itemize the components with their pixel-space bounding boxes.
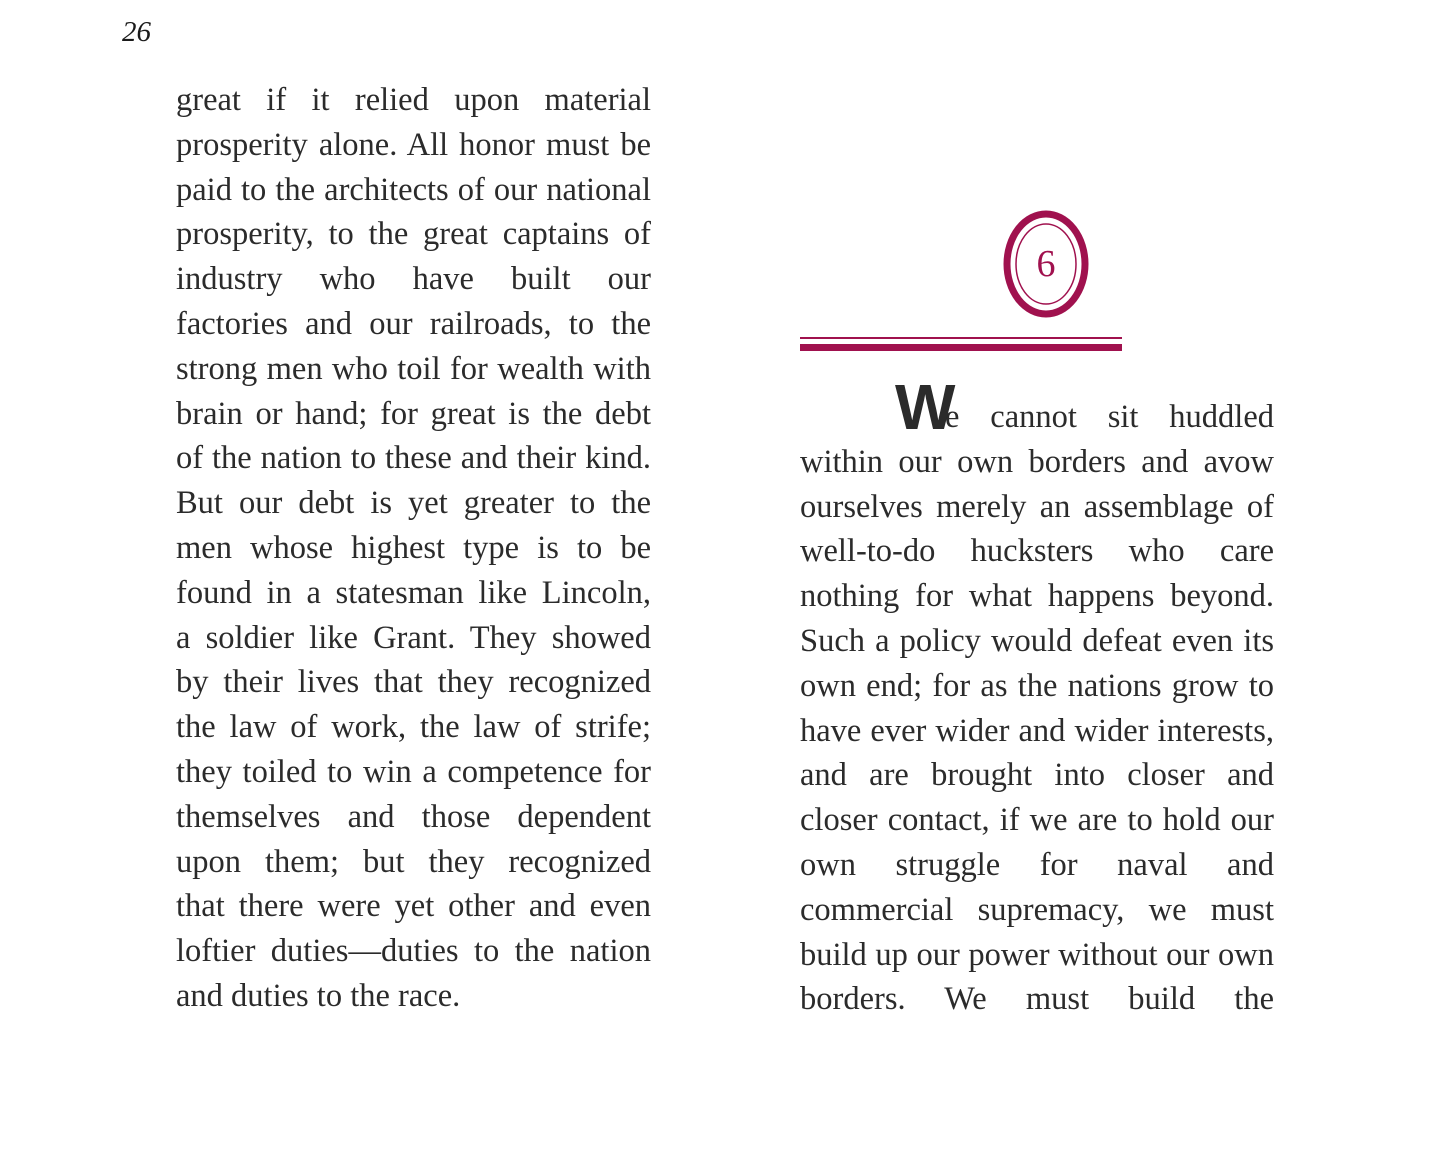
text-line: closer contact, if we are to hold our	[800, 802, 1274, 839]
text-line: own struggle for naval and	[800, 846, 1274, 883]
drop-cap: W	[895, 371, 956, 443]
text-line: But our debt is yet greater to the	[176, 485, 651, 522]
page-number: 26	[122, 16, 151, 48]
first-line-text: e cannot sit huddled	[945, 399, 1274, 435]
text-line: well-to-do hucksters who care	[800, 533, 1274, 570]
text-line: brain or hand; for great is the debt	[176, 395, 651, 432]
chapter-rule-thin	[800, 337, 1122, 339]
text-line: industry who have built our	[176, 261, 651, 298]
text-line: borders. We must build the	[800, 981, 1274, 1018]
text-line: factories and our railroads, to the	[176, 305, 651, 342]
text-line: themselves and those dependent	[176, 798, 651, 835]
left-column-text	[176, 78, 651, 1019]
text-line: within our own borders and avow	[800, 443, 1274, 480]
text-line: the law of work, the law of strife;	[176, 709, 651, 746]
text-line: a soldier like Grant. They showed	[176, 619, 651, 656]
text-line: prosperity, to the great captains of	[176, 216, 651, 253]
text-line: great if it relied upon material	[176, 82, 651, 118]
text-line: they toiled to win a competence for	[176, 753, 651, 790]
text-line: that there were yet other and even	[176, 888, 651, 925]
text-line: own end; for as the nations grow to	[800, 667, 1274, 704]
right-column-text	[800, 371, 1274, 1022]
text-line: have ever wider and wider interests,	[800, 712, 1274, 749]
chapter-number: 6	[1036, 243, 1056, 285]
text-line: upon them; but they recognized	[176, 843, 651, 880]
text-line: and are brought into closer and	[800, 757, 1274, 794]
first-line	[800, 371, 1274, 443]
text-line: build up our power without our own	[800, 936, 1274, 973]
text-line: prosperity alone. All honor must be	[176, 126, 651, 163]
text-line: by their lives that they recognized	[176, 664, 651, 701]
text-line: commercial supremacy, we must	[800, 891, 1274, 928]
text-line: of the nation to these and their kind.	[176, 440, 651, 477]
text-line: found in a statesman like Lincoln,	[176, 574, 651, 611]
text-line: paid to the architects of our national	[176, 171, 651, 208]
chapter-number-ornament	[1003, 210, 1089, 320]
text-line: strong men who toil for wealth with	[176, 350, 651, 387]
text-line: nothing for what happens beyond.	[800, 578, 1274, 615]
text-line: ourselves merely an assemblage of	[800, 488, 1274, 525]
chapter-rule-thick	[800, 344, 1122, 351]
text-line: loftier duties—duties to the nation	[176, 933, 651, 970]
text-line: men whose highest type is to be	[176, 529, 651, 566]
text-line: Such a policy would defeat even its	[800, 622, 1274, 659]
text-line: and duties to the race.	[176, 977, 461, 1014]
